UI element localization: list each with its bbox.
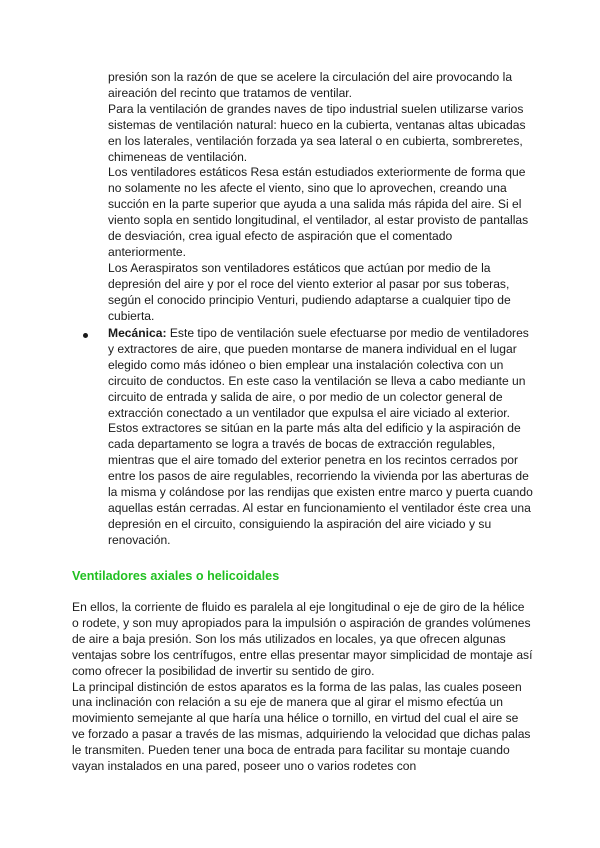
- intro-paragraph-1: presión son la razón de que se acelere la circulación del aire provocando la aireación del recinto que tratamos de ventilar.: [108, 70, 513, 100]
- intro-block: [108, 70, 533, 325]
- bullet-item-mecanica: [108, 326, 533, 549]
- bullet-term: Mecánica:: [108, 326, 167, 340]
- intro-paragraph-2: Para la ventilación de grandes naves de tipo industrial suelen utilizarse varios sistemas de ventilación natural: hueco en la cubierta, ventanas altas ubicadas en los laterales, ventilación forzada ya sea lateral o en cubierta, sombreretes, chimeneas de ventilación.: [108, 101, 526, 164]
- body-paragraph-1: En ellos, la corriente de fluido es paralela al eje longitudinal o eje de giro de la hélice o rodete, y son muy apropiados para la impulsión o aspiración de grandes volúmenes de aire a baja presión. Son los más utilizados en locales, ya que ofrecen algunas ventajas sobre los centrífugos, entre ellas presentar mayor simplicidad de montaje así como ofrecer la posibilidad de invertir su sentido de giro.: [72, 600, 533, 678]
- body-block: [72, 600, 534, 775]
- bullet-text: Este tipo de ventilación suele efectuarse por medio de ventiladores y extractores de aire, que pueden montarse de manera individual en el lugar elegido como más idóneo o bien emplear una instalación colectiva con un circuito de conductos. En este caso la ventilación se lleva a cabo mediante un circuito de entrada y salida de aire, o por medio de un colector general de extracción conectado a un ventilador que expulsa el aire viciado al exterior. Estos extractores se sitúan en la parte más alta del edificio y la aspiración de cada departamento se logra a través de bocas de extracción regulables, mientras que el aire tomado del exterior penetra en los recintos cerrados por entre los pasos de aire regulables, recorriendo la vivienda por las aberturas de la misma y colándose por las rendijas que existen entre marco y puerta cuando aquellas están cerradas. Al estar en funcionamiento el ventilador éste crea una depresión en el circuito, consiguiendo la aspiración del aire viciado y su renovación.: [108, 326, 533, 547]
- intro-paragraph-4: Los Aeraspiratos son ventiladores estáticos que actúan por medio de la depresión del aire y por el roce del viento exterior al pasar por sus toberas, según el conocido principio Venturi, pudiendo adaptarse a cualquier tipo de cubierta.: [108, 260, 511, 323]
- bullet-dot-icon: [83, 333, 88, 338]
- section-heading: Ventiladores axiales o helicoidales: [72, 569, 280, 583]
- bullet-paragraph: [108, 326, 533, 549]
- intro-paragraph-3: Los ventiladores estáticos Resa están estudiados exteriormente de forma que no solamente no les afecte el viento, sino que lo aprovechen, creando una succión en la parte superior que ayuda a una salida más rápida del aire. Si el viento sopla en sentido longitudinal, el ventilador, al estar provisto de pantallas de desviación, crea igual efecto de aspiración que el comentado anteriormente.: [108, 165, 529, 259]
- body-paragraph-2: La principal distinción de estos aparatos es la forma de las palas, las cuales poseen una inclinación con relación a su eje de manera que al girar el mismo efectúa un movimiento semejante al que haría una hélice o tornillo, en virtud del cual el aire se ve forzado a pasar a través de las mismas, adquiriendo la velocidad que dichas palas le transmiten. Pueden tener una boca de entrada para facilitar su montaje cuando vayan instalados en una pared, poseer uno o varios rodetes con: [72, 679, 531, 774]
